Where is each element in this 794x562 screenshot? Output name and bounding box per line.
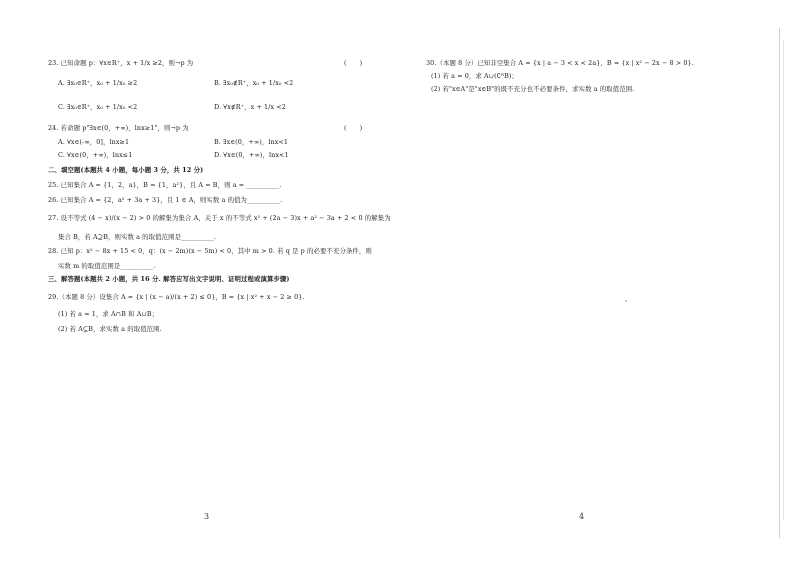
question-28-cont: 实数 m 的取值范围是__________.: [58, 262, 156, 270]
option-24-a: A. ∀x∈(-∞，0]，lnx≥1: [58, 138, 130, 146]
section-2-heading: 二、填空题(本题共 4 小题，每小题 3 分，共 12 分): [48, 166, 204, 174]
question-29-part-1: (1) 若 a = 1，求 A∩B 和 A∪B；: [58, 310, 159, 318]
scan-edge-line-inner: [783, 40, 784, 520]
answer-bracket-23: ( ): [344, 59, 363, 67]
option-24-b: B. ∃x∈(0，+∞)，lnx<1: [214, 138, 289, 146]
question-30-part-2: (2) 若"x∈A"是"x∈B"的既不充分也不必要条件，求实数 a 的取值范围.: [431, 85, 635, 93]
question-23: 23. 已知命题 p：∀x∈R⁺，x + 1/x ≥2，则¬p 为: [48, 59, 194, 67]
question-28: 28. 已知 p：x² − 8x + 15 < 0，q：(x − 2m)(x − 5m) < 0，其中 m > 0. 若 q 是 p 的必要不充分条件，则: [48, 247, 372, 255]
scan-speck: [625, 300, 627, 302]
question-26: 26. 已知集合 A = {2，a² + 3a + 3}，且 1 ∈ A，则实数 a 的值为__________.: [48, 196, 283, 204]
page-number-right: 4: [579, 512, 585, 521]
question-30-part-1: (1) 若 a = 0，求 A∪(∁ᴿB)；: [431, 72, 518, 80]
page-number-left: 3: [204, 512, 210, 521]
option-24-d: D. ∀x∈(0，+∞)，lnx<1: [214, 151, 289, 159]
option-23-c: C. ∃x₀∈R⁺，x₀ + 1/x₀ <2: [58, 103, 138, 111]
right-page: [397, 0, 794, 562]
question-27: 27. 设不等式 (4 − x)/(x − 2) > 0 的解集为集合 A，关于 x 的不等式 x² + (2a − 3)x + a² − 3a + 2 < 0 的解集为: [48, 214, 391, 222]
option-23-d: D. ∀x∉R⁺，x + 1/x <2: [214, 103, 286, 111]
question-27-cont: 集合 B，若 A⊇B，则实数 a 的取值范围是__________.: [58, 233, 217, 241]
answer-bracket-24: ( ): [344, 124, 363, 132]
section-3-heading: 三、解答题(本题共 2 小题，共 16 分. 解答应写出文字说明、证明过程或演算步骤): [48, 275, 290, 283]
option-23-a: A. ∃x₀∈R⁺，x₀ + 1/x₀ ≥2: [58, 79, 138, 87]
question-29-part-2: (2) 若 A⊆B，求实数 a 的取值范围.: [58, 325, 162, 333]
question-30: 30.（本题 8 分）已知非空集合 A = {x | a − 3 < x < 2a}，B = {x | x² − 2x − 8 > 0}.: [426, 59, 694, 67]
question-24: 24. 若命题 p"∃x∈(0，+∞)，lnx≥1"，则¬p 为: [48, 124, 189, 132]
scan-edge-line: [779, 28, 780, 538]
option-23-b: B. ∃x₀∉R⁺，x₀ + 1/x₀ <2: [214, 79, 294, 87]
question-29: 29.（本题 8 分）设集合 A = {x | (x − a)/(x + 2) ≤ 0}，B = {x | x² + x − 2 ≥ 0}.: [48, 293, 305, 301]
option-24-c: C. ∀x∈(0，+∞)，lnx≤1: [58, 151, 133, 159]
question-25: 25. 已知集合 A = {1，2，a}，B = {1，a²}，且 A = B，则 a = __________.: [48, 181, 282, 189]
